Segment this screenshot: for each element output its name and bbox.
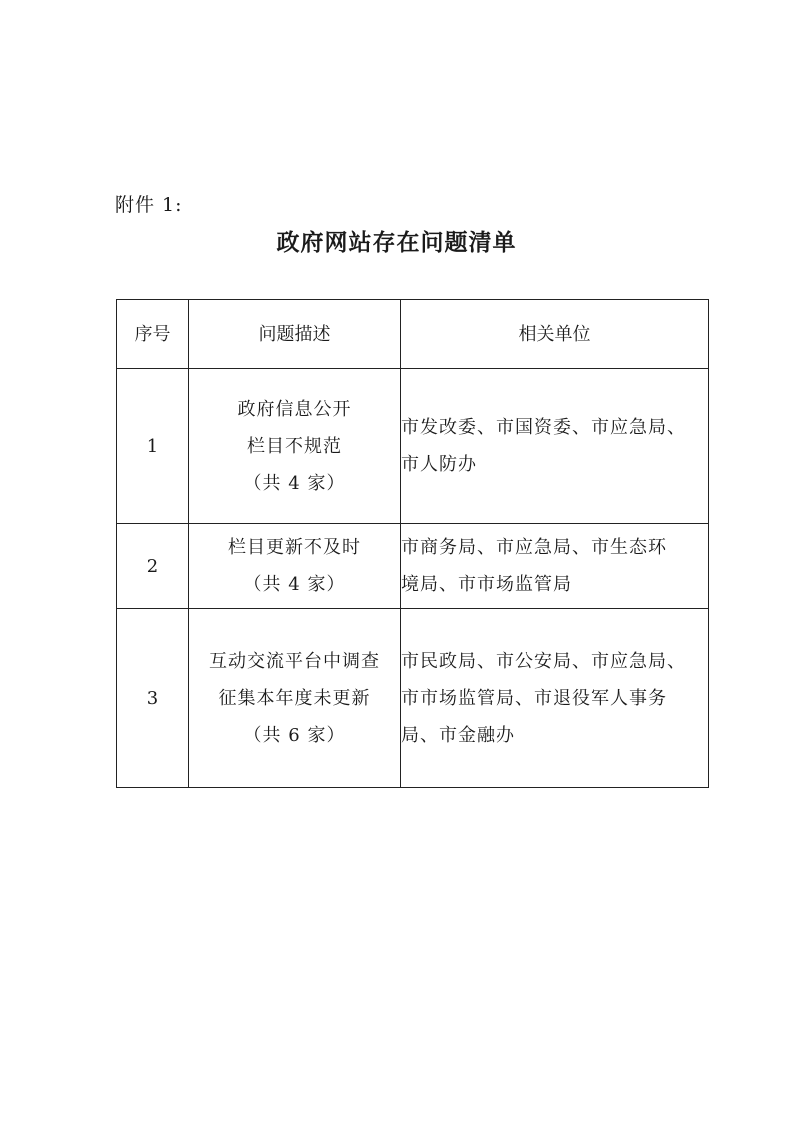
row-number: 3: [117, 609, 189, 788]
issues-table: [116, 299, 709, 788]
description-line: 栏目更新不及时: [228, 537, 361, 558]
row-units: [401, 369, 709, 524]
page-title: 政府网站存在问题清单: [276, 229, 517, 256]
units-line: 境局、市市场监管局: [401, 574, 572, 595]
table-row: [117, 524, 709, 609]
units-line: 市民政局、市公安局、市应急局、: [401, 650, 686, 672]
row-description: [189, 609, 401, 788]
header-no: 序号: [117, 300, 189, 369]
attachment-label: 附件 1:: [115, 194, 183, 216]
units-line: 市人防办: [401, 454, 477, 475]
row-units: [401, 524, 709, 609]
row-description: [189, 369, 401, 524]
description-line: 互动交流平台中调查: [209, 650, 380, 672]
units-line: 市商务局、市应急局、市生态环: [401, 537, 667, 558]
description-line: （共 6 家）: [243, 724, 346, 746]
description-line: 政府信息公开: [237, 398, 352, 420]
description-line: （共 4 家）: [243, 472, 346, 494]
table-row: [117, 369, 709, 524]
table-row: [117, 609, 709, 788]
row-units: [401, 609, 709, 788]
table-header-row: [117, 300, 709, 369]
units-line: 市发改委、市国资委、市应急局、: [401, 417, 686, 438]
description-line: 征集本年度未更新: [218, 687, 371, 709]
units-line: 局、市金融办: [401, 724, 515, 746]
description-line: （共 4 家）: [243, 574, 346, 595]
description-line: 栏目不规范: [247, 435, 342, 457]
header-unit: 相关单位: [401, 300, 709, 369]
row-number: 2: [117, 524, 189, 609]
row-number: 1: [117, 369, 189, 524]
header-desc: 问题描述: [189, 300, 401, 369]
row-description: [189, 524, 401, 609]
units-line: 市市场监管局、市退役军人事务: [401, 687, 667, 709]
